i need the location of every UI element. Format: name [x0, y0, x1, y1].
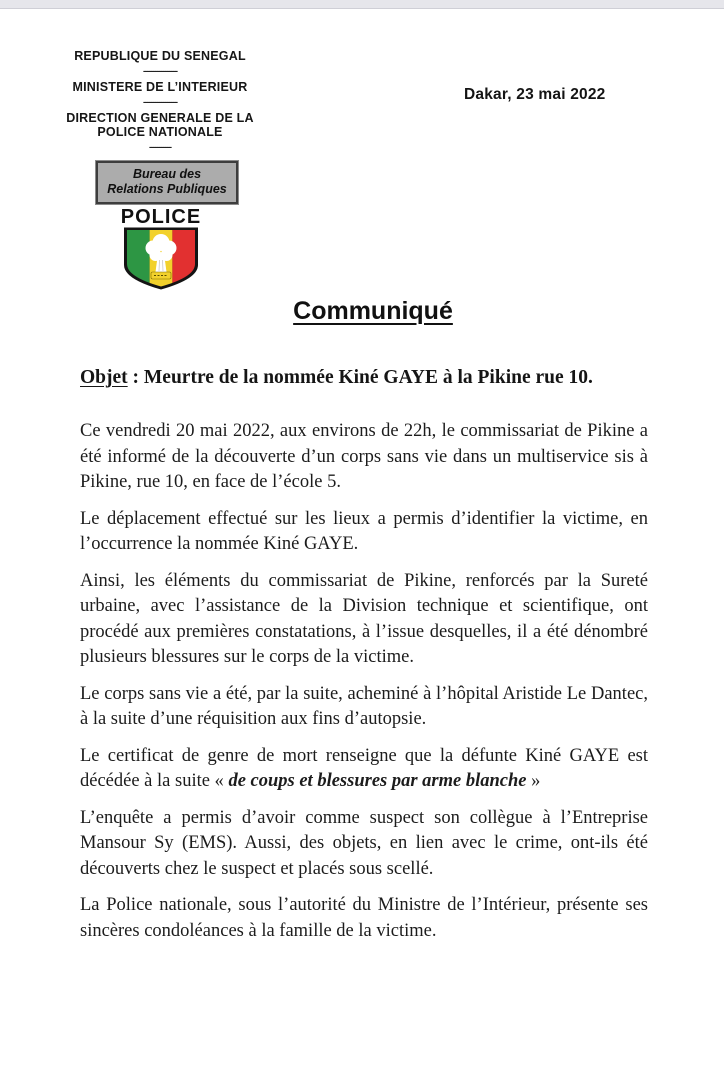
- subject-label: Objet: [80, 367, 128, 388]
- paragraph-6: L’enquête a permis d’avoir comme suspect son collègue à l’Entreprise Mansour Sy (EMS). Aussi, des objets, en lien avec le crime, ont-ils été découverts chez le suspect et placés sous scellé.: [80, 807, 648, 879]
- police-shield-icon: [118, 227, 204, 291]
- document-body: [80, 419, 648, 955]
- cause-of-death-quote: de coups et blessures par arme blanche: [228, 771, 527, 791]
- paragraph-7: La Police nationale, sous l’autorité du Ministre de l’Intérieur, présente ses sincères condoléances à la famille de la victime.: [80, 895, 648, 941]
- dateline: Dakar, 23 mai 2022: [464, 86, 606, 103]
- separator-dashes: -----------------: [143, 97, 177, 107]
- certificate-text: Le certificat de genre de mort renseigne que la défunte Kiné GAYE est décédée à la suite «: [80, 745, 648, 791]
- paragraph-4: Le corps sans vie a été, par la suite, acheminé à l’hôpital Aristide Le Dantec, à la suite d’une réquisition aux fins d’autopsie.: [80, 683, 648, 729]
- paragraph-5: [80, 744, 648, 795]
- photo-top-edge: [0, 0, 724, 9]
- badge-scroll: [151, 272, 171, 279]
- subject-text: : Meurtre de la nommée Kiné GAYE à la Pikine rue 10.: [127, 367, 593, 388]
- separator-dashes: -----------: [149, 142, 171, 152]
- letterhead: [62, 50, 258, 204]
- police-badge-label: POLICE: [120, 206, 202, 228]
- directorate-line-1: DIRECTION GENERALE DE LA: [66, 111, 254, 125]
- ministry-line: MINISTERE DE L’INTERIEUR: [72, 80, 248, 94]
- subject-line: [80, 366, 658, 390]
- bureau-relations-publiques-box: Bureau des Relations Publiques: [96, 161, 238, 204]
- document-title: Communiqué: [293, 297, 453, 325]
- paragraph-2: Le déplacement effectué sur les lieux a permis d’identifier la victime, en l’occurrence la nommée Kiné GAYE.: [80, 508, 648, 554]
- republic-line: REPUBLIQUE DU SENEGAL: [74, 49, 246, 63]
- closing-guillemet: »: [526, 771, 541, 791]
- paragraph-1: Ce vendredi 20 mai 2022, aux environs de 22h, le commissariat de Pikine a été informé de la découverte d’un corps sans vie dans un multiservice sis à Pikine, rue 10, en face de l’école 5.: [80, 421, 648, 492]
- paragraph-3: Ainsi, les éléments du commissariat de Pikine, renforcés par la Sureté urbaine, avec l’assistance de la Division technique et scientifique, ont procédé aux premières constatations, à l’issue desquelles, il a été dénombré plusieurs blessures sur le corps de la victime.: [80, 570, 648, 667]
- separator-dashes: -----------------: [143, 66, 177, 76]
- directorate-line-2: POLICE NATIONALE: [97, 124, 223, 139]
- police-badge: [117, 207, 205, 291]
